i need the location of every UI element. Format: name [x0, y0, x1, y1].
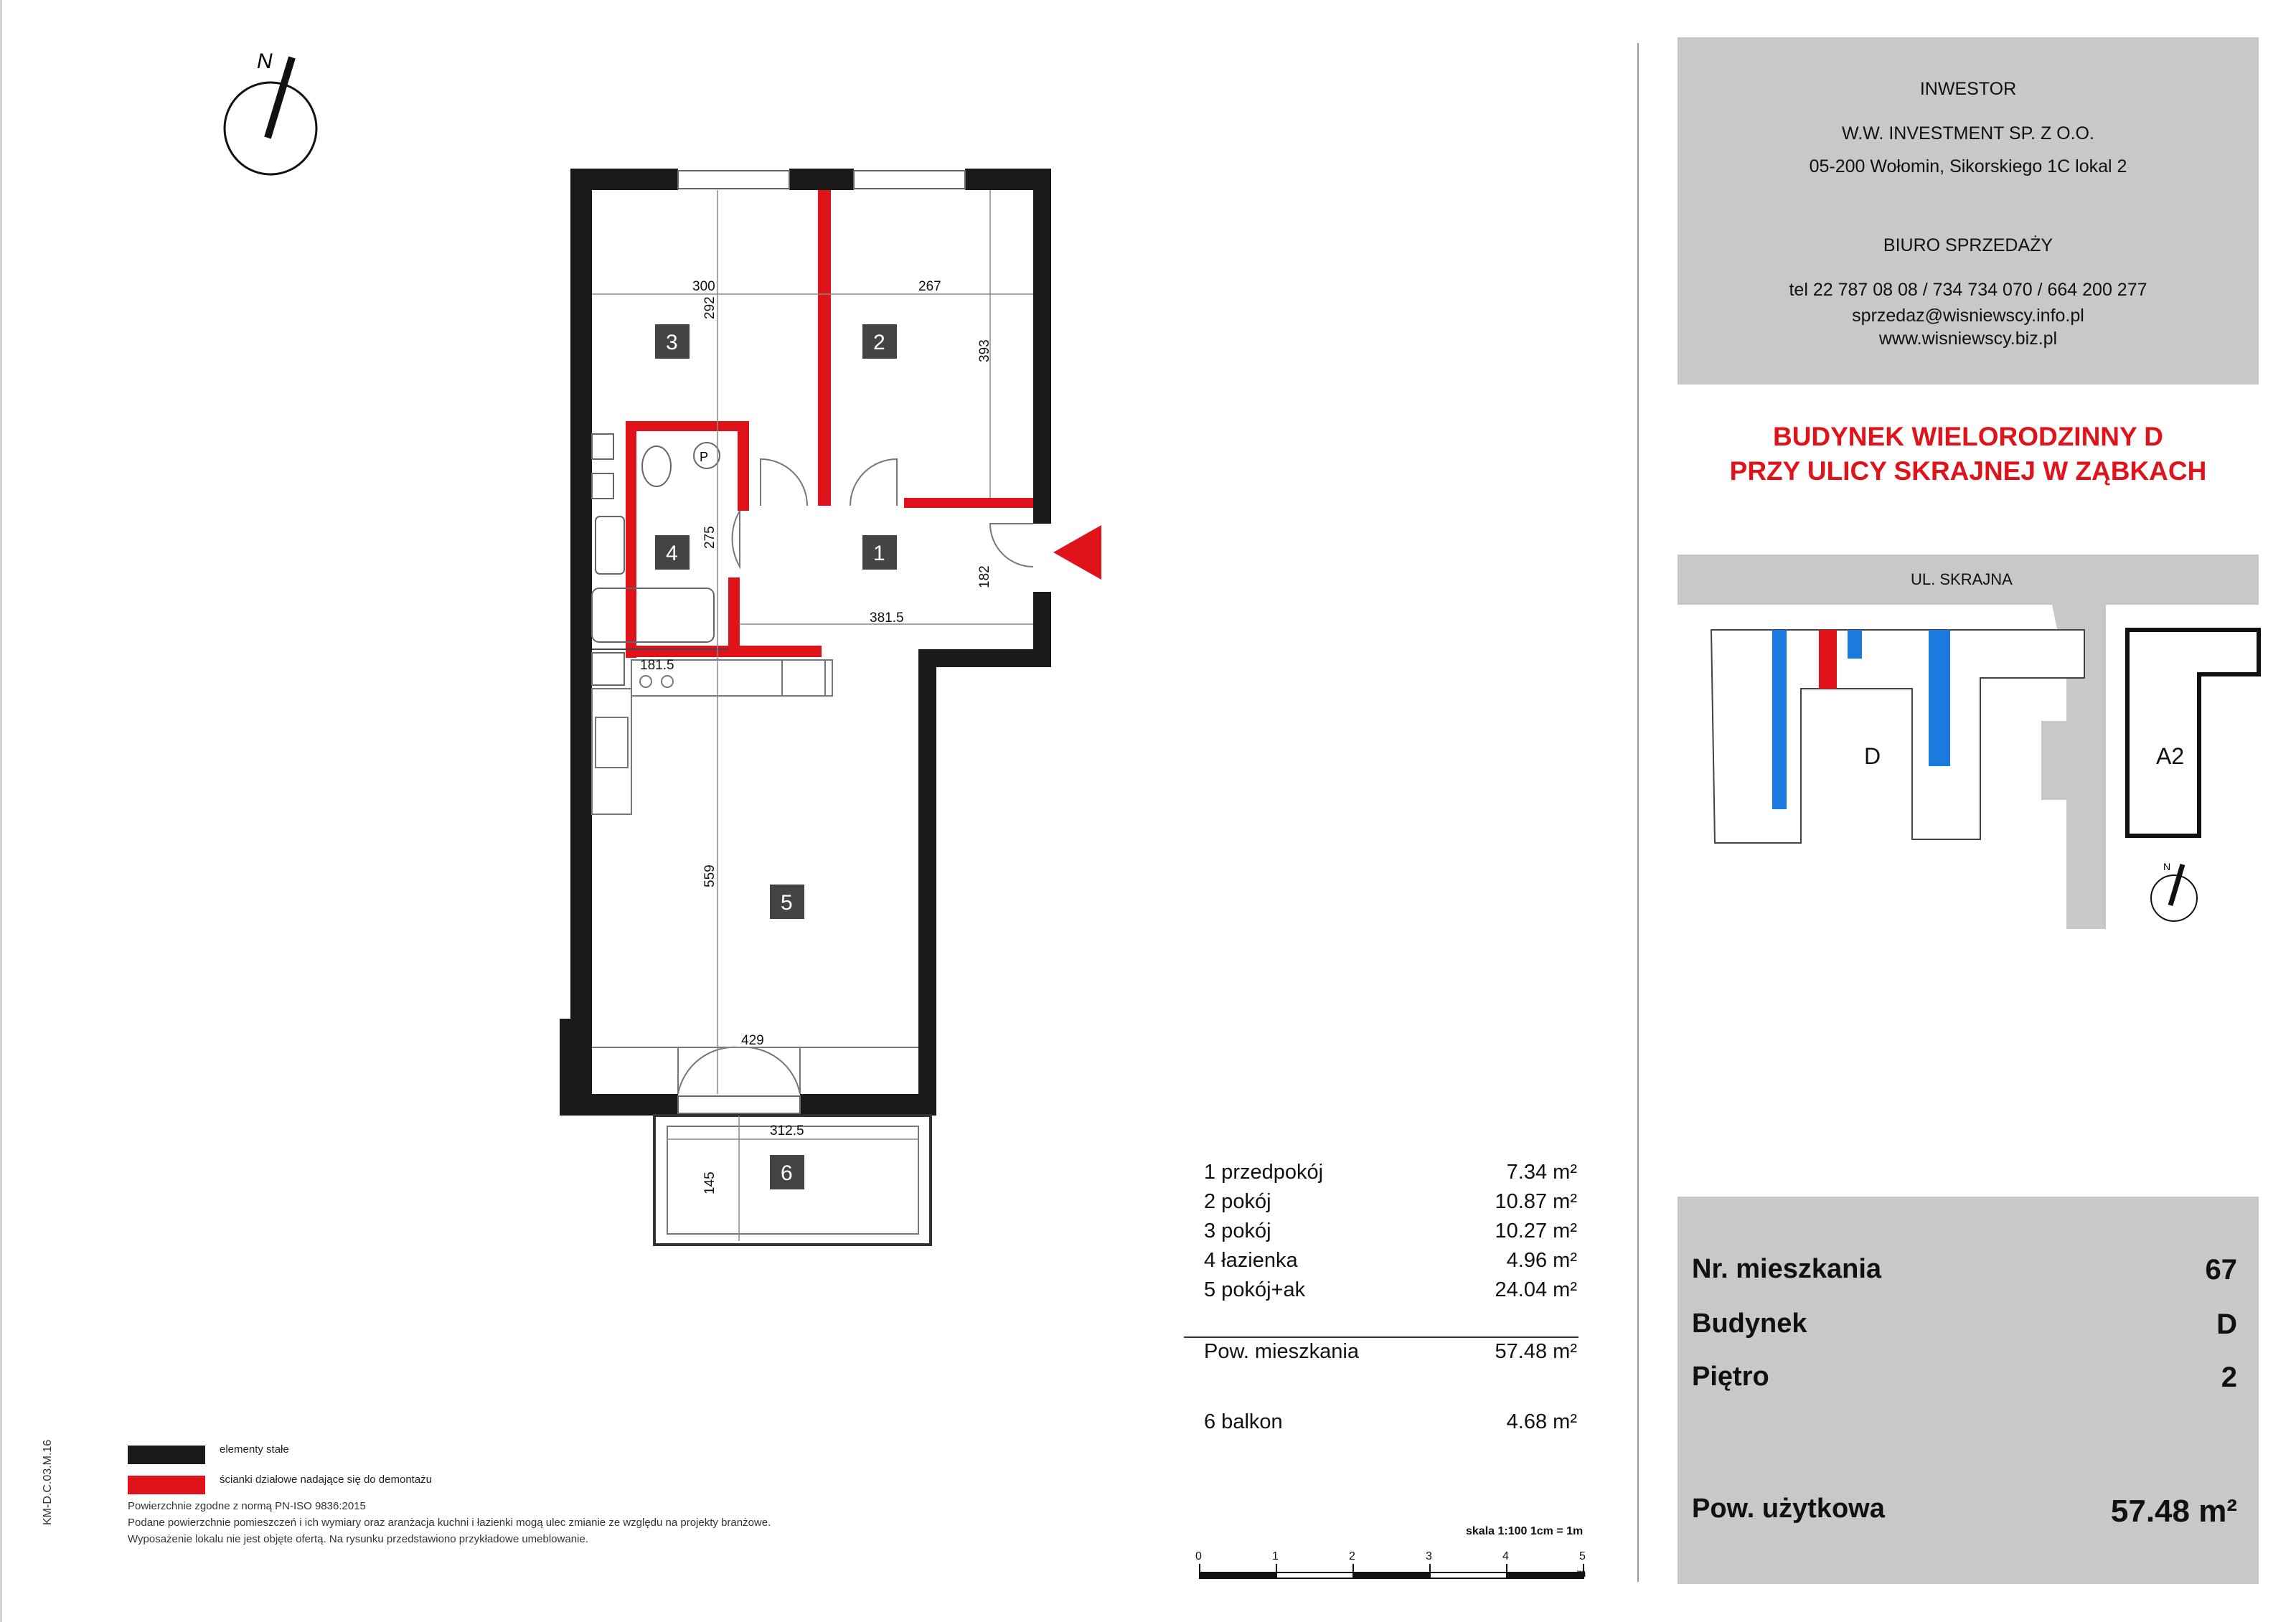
north-compass — [225, 49, 316, 174]
dim-300: 300 — [692, 279, 715, 294]
legend-removable-swatch — [128, 1476, 205, 1494]
room-number-1: 1 — [873, 542, 885, 565]
hob-icon-1 — [640, 676, 651, 687]
sales-phones: tel 22 787 08 08 / 734 734 070 / 664 200 277 — [1789, 280, 2147, 300]
scale-tick-4: 4 — [1502, 1550, 1509, 1562]
door-balcony-right — [739, 1047, 800, 1094]
door-room3 — [761, 459, 807, 506]
sales-heading: BIURO SPRZEDAŻY — [1883, 235, 2053, 255]
door-bath — [733, 511, 740, 567]
sink-icon — [592, 434, 613, 459]
scale-tick-5: 5 — [1579, 1550, 1586, 1562]
map-building-a2-label: A2 — [2156, 743, 2185, 769]
balcony-name: 6 balkon — [1204, 1410, 1283, 1433]
scale-bar — [1195, 1525, 1586, 1580]
fridge-icon — [782, 660, 825, 696]
room-name: 3 pokój — [1204, 1220, 1271, 1243]
site-map — [1678, 555, 2259, 929]
dim-182: 182 — [977, 565, 992, 588]
note-changes: Podane powierzchnie pomieszczeń i ich wymiary oraz aranżacja kuchni i łazienki mogą ulec zmianie ze względu na projekty branżowe. — [128, 1517, 771, 1529]
unit-blue-3 — [1929, 630, 1950, 766]
apartment-number-value: 67 — [2205, 1254, 2237, 1286]
map-compass-needle — [2170, 864, 2183, 905]
note-norm: Powierzchnie zgodne z normą PN-ISO 9836:2015 — [128, 1500, 366, 1512]
scale-tick-3: 3 — [1426, 1550, 1432, 1562]
stove-small-icon — [592, 653, 624, 685]
kitchen-side-counter — [592, 689, 631, 814]
scale-tick-1: 1 — [1272, 1550, 1279, 1562]
hob-icon-2 — [662, 676, 673, 687]
investor-address: 05-200 Wołomin, Sikorskiego 1C lokal 2 — [1809, 156, 2127, 176]
unit-blue-1 — [1772, 630, 1787, 809]
room-area: 10.87 m² — [1495, 1190, 1577, 1213]
building-title-line1: BUDYNEK WIELORODZINNY D — [1772, 422, 2164, 451]
apartment-summary-panel — [1678, 1197, 2259, 1584]
room-area: 24.04 m² — [1495, 1278, 1577, 1301]
room-number-3: 3 — [666, 331, 678, 354]
apartment-area-label: Pow. użytkowa — [1692, 1494, 1885, 1524]
legend-fixed-swatch — [128, 1446, 205, 1464]
scale-tick-2: 2 — [1349, 1550, 1355, 1562]
apartment-area-value: 57.48 m² — [2110, 1494, 2237, 1529]
legend-removable-label: ścianki działowe nadające się do demontażu — [220, 1474, 433, 1486]
building-title-line2: PRZY ULICY SKRAJNEJ W ZĄBKACH — [1729, 456, 2207, 486]
dim-267: 267 — [918, 279, 941, 294]
room-name: 4 łazienka — [1204, 1249, 1298, 1272]
apartment-plan — [560, 169, 1101, 1245]
room-name: 5 pokój+ak — [1204, 1278, 1306, 1301]
apartment-number-label: Nr. mieszkania — [1692, 1254, 1882, 1284]
dim-275: 275 — [702, 526, 718, 549]
room-area: 10.27 m² — [1495, 1220, 1577, 1243]
building-a2-footprint — [2127, 630, 2259, 836]
room-number-badges — [655, 324, 897, 1189]
apartment-building-value: D — [2216, 1309, 2237, 1340]
room-area: 7.34 m² — [1506, 1161, 1577, 1184]
partition-lines — [592, 649, 918, 1047]
kitchen-sink-icon — [596, 717, 628, 768]
room-name: 2 pokój — [1204, 1190, 1271, 1213]
scale-unit: m — [1576, 1567, 1586, 1580]
appliance-p-label: P — [700, 450, 709, 464]
room-number-5: 5 — [781, 891, 793, 915]
room-number-4: 4 — [666, 542, 678, 565]
unit-blue-2 — [1848, 630, 1862, 659]
total-area: 57.48 m² — [1495, 1340, 1577, 1363]
room-area: 4.96 m² — [1506, 1249, 1577, 1272]
toilet-icon — [642, 446, 671, 486]
sheet-code: KM-D.C.03.M.16 — [42, 1439, 54, 1525]
dim-559: 559 — [702, 864, 718, 887]
dim-181-5: 181.5 — [640, 658, 674, 673]
dim-393: 393 — [977, 339, 992, 362]
kitchen-fixtures — [592, 660, 832, 814]
washer-icon — [596, 517, 624, 574]
parking-strip — [2041, 721, 2066, 800]
street-label: UL. SKRAJNA — [1911, 570, 2013, 588]
map-compass-n-label: N — [2163, 861, 2171, 872]
sales-website[interactable]: www.wisniewscy.biz.pl — [1878, 329, 2058, 349]
bathtub-icon — [592, 588, 714, 642]
room-number-2: 2 — [873, 331, 885, 354]
entrance-arrow-icon — [1053, 525, 1101, 580]
door-balcony-left — [678, 1047, 739, 1094]
apartment-floor-value: 2 — [2221, 1362, 2237, 1393]
doors — [678, 459, 1033, 1094]
scale-caption: skala 1:100 1cm = 1m — [1466, 1525, 1584, 1537]
investor-company: W.W. INVESTMENT SP. Z O.O. — [1842, 123, 2094, 143]
total-label: Pow. mieszkania — [1204, 1340, 1359, 1363]
dim-381-5: 381.5 — [870, 610, 904, 626]
door-room2 — [850, 459, 897, 506]
investor-panel — [1678, 37, 2259, 385]
apartment-building-label: Budynek — [1692, 1309, 1807, 1339]
investor-heading: INWESTOR — [1919, 79, 2017, 99]
dim-312-5: 312.5 — [770, 1123, 804, 1138]
sales-email[interactable]: sprzedaz@wisniewscy.info.pl — [1852, 306, 2084, 326]
scale-tick-0: 0 — [1195, 1550, 1202, 1562]
compass-n-label: N — [257, 49, 273, 73]
apartment-floor-label: Piętro — [1692, 1362, 1769, 1392]
room-name: 1 przedpokój — [1204, 1161, 1324, 1184]
dim-145: 145 — [702, 1171, 718, 1194]
dim-429: 429 — [741, 1033, 764, 1048]
map-building-d-label: D — [1864, 743, 1881, 769]
note-equipment: Wyposażenie lokalu nie jest objęte ofertą. Na rysunku przedstawiono przykładowe umeblowanie. — [128, 1533, 588, 1545]
legend-fixed-label: elementy stałe — [220, 1443, 289, 1456]
balcony-area: 4.68 m² — [1506, 1410, 1577, 1433]
dim-292: 292 — [702, 296, 718, 319]
unit-highlight-red — [1819, 630, 1837, 689]
door-entrance — [990, 524, 1033, 567]
washbasin-icon — [592, 473, 613, 499]
building-d-footprint — [1711, 630, 2084, 843]
room-number-6: 6 — [781, 1161, 793, 1185]
